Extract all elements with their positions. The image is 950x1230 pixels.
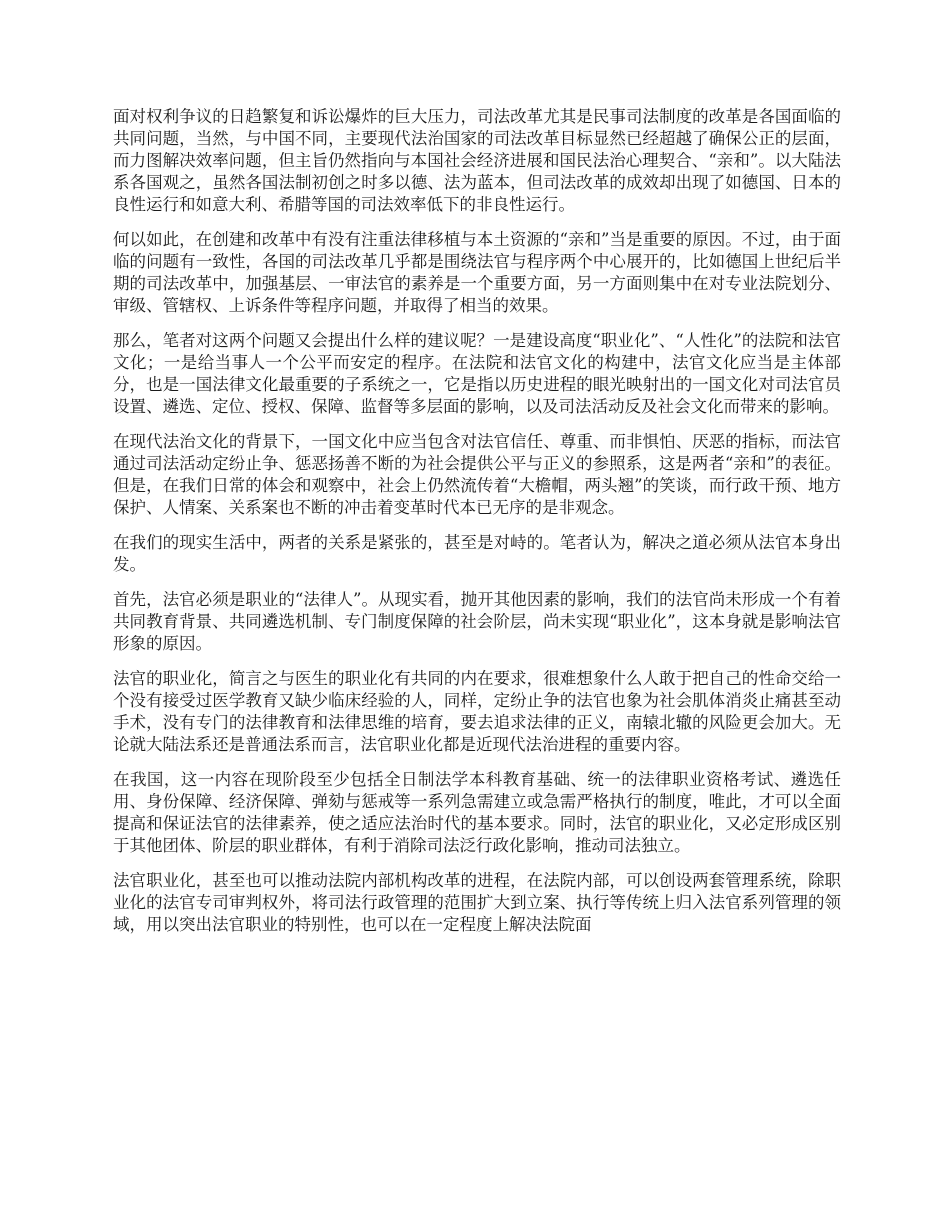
paragraph-7: 法官的职业化，简言之与医生的职业化有共同的内在要求，很难想象什么人敢于把自己的性命交给一个没有接受过医学教育又缺少临床经验的人，同样，定纷止争的法官也象为社会肌体消炎止痛甚至动手术，没有专门的法律教育和法律思维的培育，要去追求法律的正义，南辕北辙的风险更会加大。无论就大陆法系还是普通法系而言，法官职业化都是近现代法治进程的重要内容。: [113, 669, 841, 754]
paragraph-5: 在我们的现实生活中，两者的关系是紧张的，甚至是对峙的。笔者认为，解决之道必须从法官本身出发。: [113, 533, 841, 574]
paragraph-2: 何以如此，在创建和改革中有没有注重法律移植与本土资源的“亲和”当是重要的原因。不过，由于面临的问题有一致性，各国的司法改革几乎都是围绕法官与程序两个中心展开的，比如德国上世纪后半期的司法改革中，加强基层、一审法官的素养是一个重要方面，另一方面则集中在对专业法院划分、审级、管辖权、上诉条件等程序问题，并取得了相当的效果。: [113, 230, 841, 315]
paragraph-1: 面对权利争议的日趋繁复和诉讼爆炸的巨大压力，司法改革尤其是民事司法制度的改革是各国面临的共同问题，当然，与中国不同，主要现代法治国家的司法改革目标显然已经超越了确保公正的层面，而力图解决效率问题，但主旨仍然指向与本国社会经济进展和国民法治心理契合、“亲和”。以大陆法系各国观之，虽然各国法制初创之时多以德、法为蓝本，但司法改革的成效却出现了如德国、日本的良性运行和如意大利、希腊等国的司法效率低下的非良性运行。: [113, 107, 841, 214]
paragraph-8: 在我国，这一内容在现阶段至少包括全日制法学本科教育基础、统一的法律职业资格考试、遴选任用、身份保障、经济保障、弹劾与惩戒等一系列急需建立或急需严格执行的制度，唯此，才可以全面提高和保证法官的法律素养，使之适应法治时代的基本要求。同时，法官的职业化，又必定形成区别于其他团体、阶层的职业群体，有利于消除司法泛行政化影响，推动司法独立。: [113, 770, 841, 855]
paragraph-4: 在现代法治文化的背景下，一国文化中应当包含对法官信任、尊重、而非惧怕、厌恶的指标，而法官通过司法活动定纷止争、惩恶扬善不断的为社会提供公平与正义的参照系，这是两者“亲和”的表征。但是，在我们日常的体会和观察中，社会上仍然流传着“大檐帽，两头翘”的笑谈，而行政干预、地方保护、人情案、关系案也不断的冲击着变革时代本已无序的是非观念。: [113, 432, 841, 517]
paragraph-6: 首先，法官必须是职业的“法律人”。从现实看，抛开其他因素的影响，我们的法官尚未形成一个有着共同教育背景、共同遴选机制、专门制度保障的社会阶层，尚未实现“职业化”，这本身就是影响法官形象的原因。: [113, 590, 841, 653]
paragraph-9: 法官职业化，甚至也可以推动法院内部机构改革的进程，在法院内部，可以创设两套管理系统，除职业化的法官专司审判权外，将司法行政管理的范围扩大到立案、执行等传统上归入法官系列管理的领域，用以突出法官职业的特别性，也可以在一定程度上解决法院面: [113, 871, 841, 934]
document-body: [113, 106, 841, 949]
paragraph-3: 那么，笔者对这两个问题又会提出什么样的建议呢？一是建设高度“职业化”、“人性化”的法院和法官文化；一是给当事人一个公平而安定的程序。在法院和法官文化的构建中，法官文化应当是主体部分，也是一国法律文化最重要的子系统之一，它是指以历史进程的眼光映射出的一国文化对司法官员设置、遴选、定位、授权、保障、监督等多层面的影响，以及司法活动反及社会文化而带来的影响。: [113, 331, 841, 416]
